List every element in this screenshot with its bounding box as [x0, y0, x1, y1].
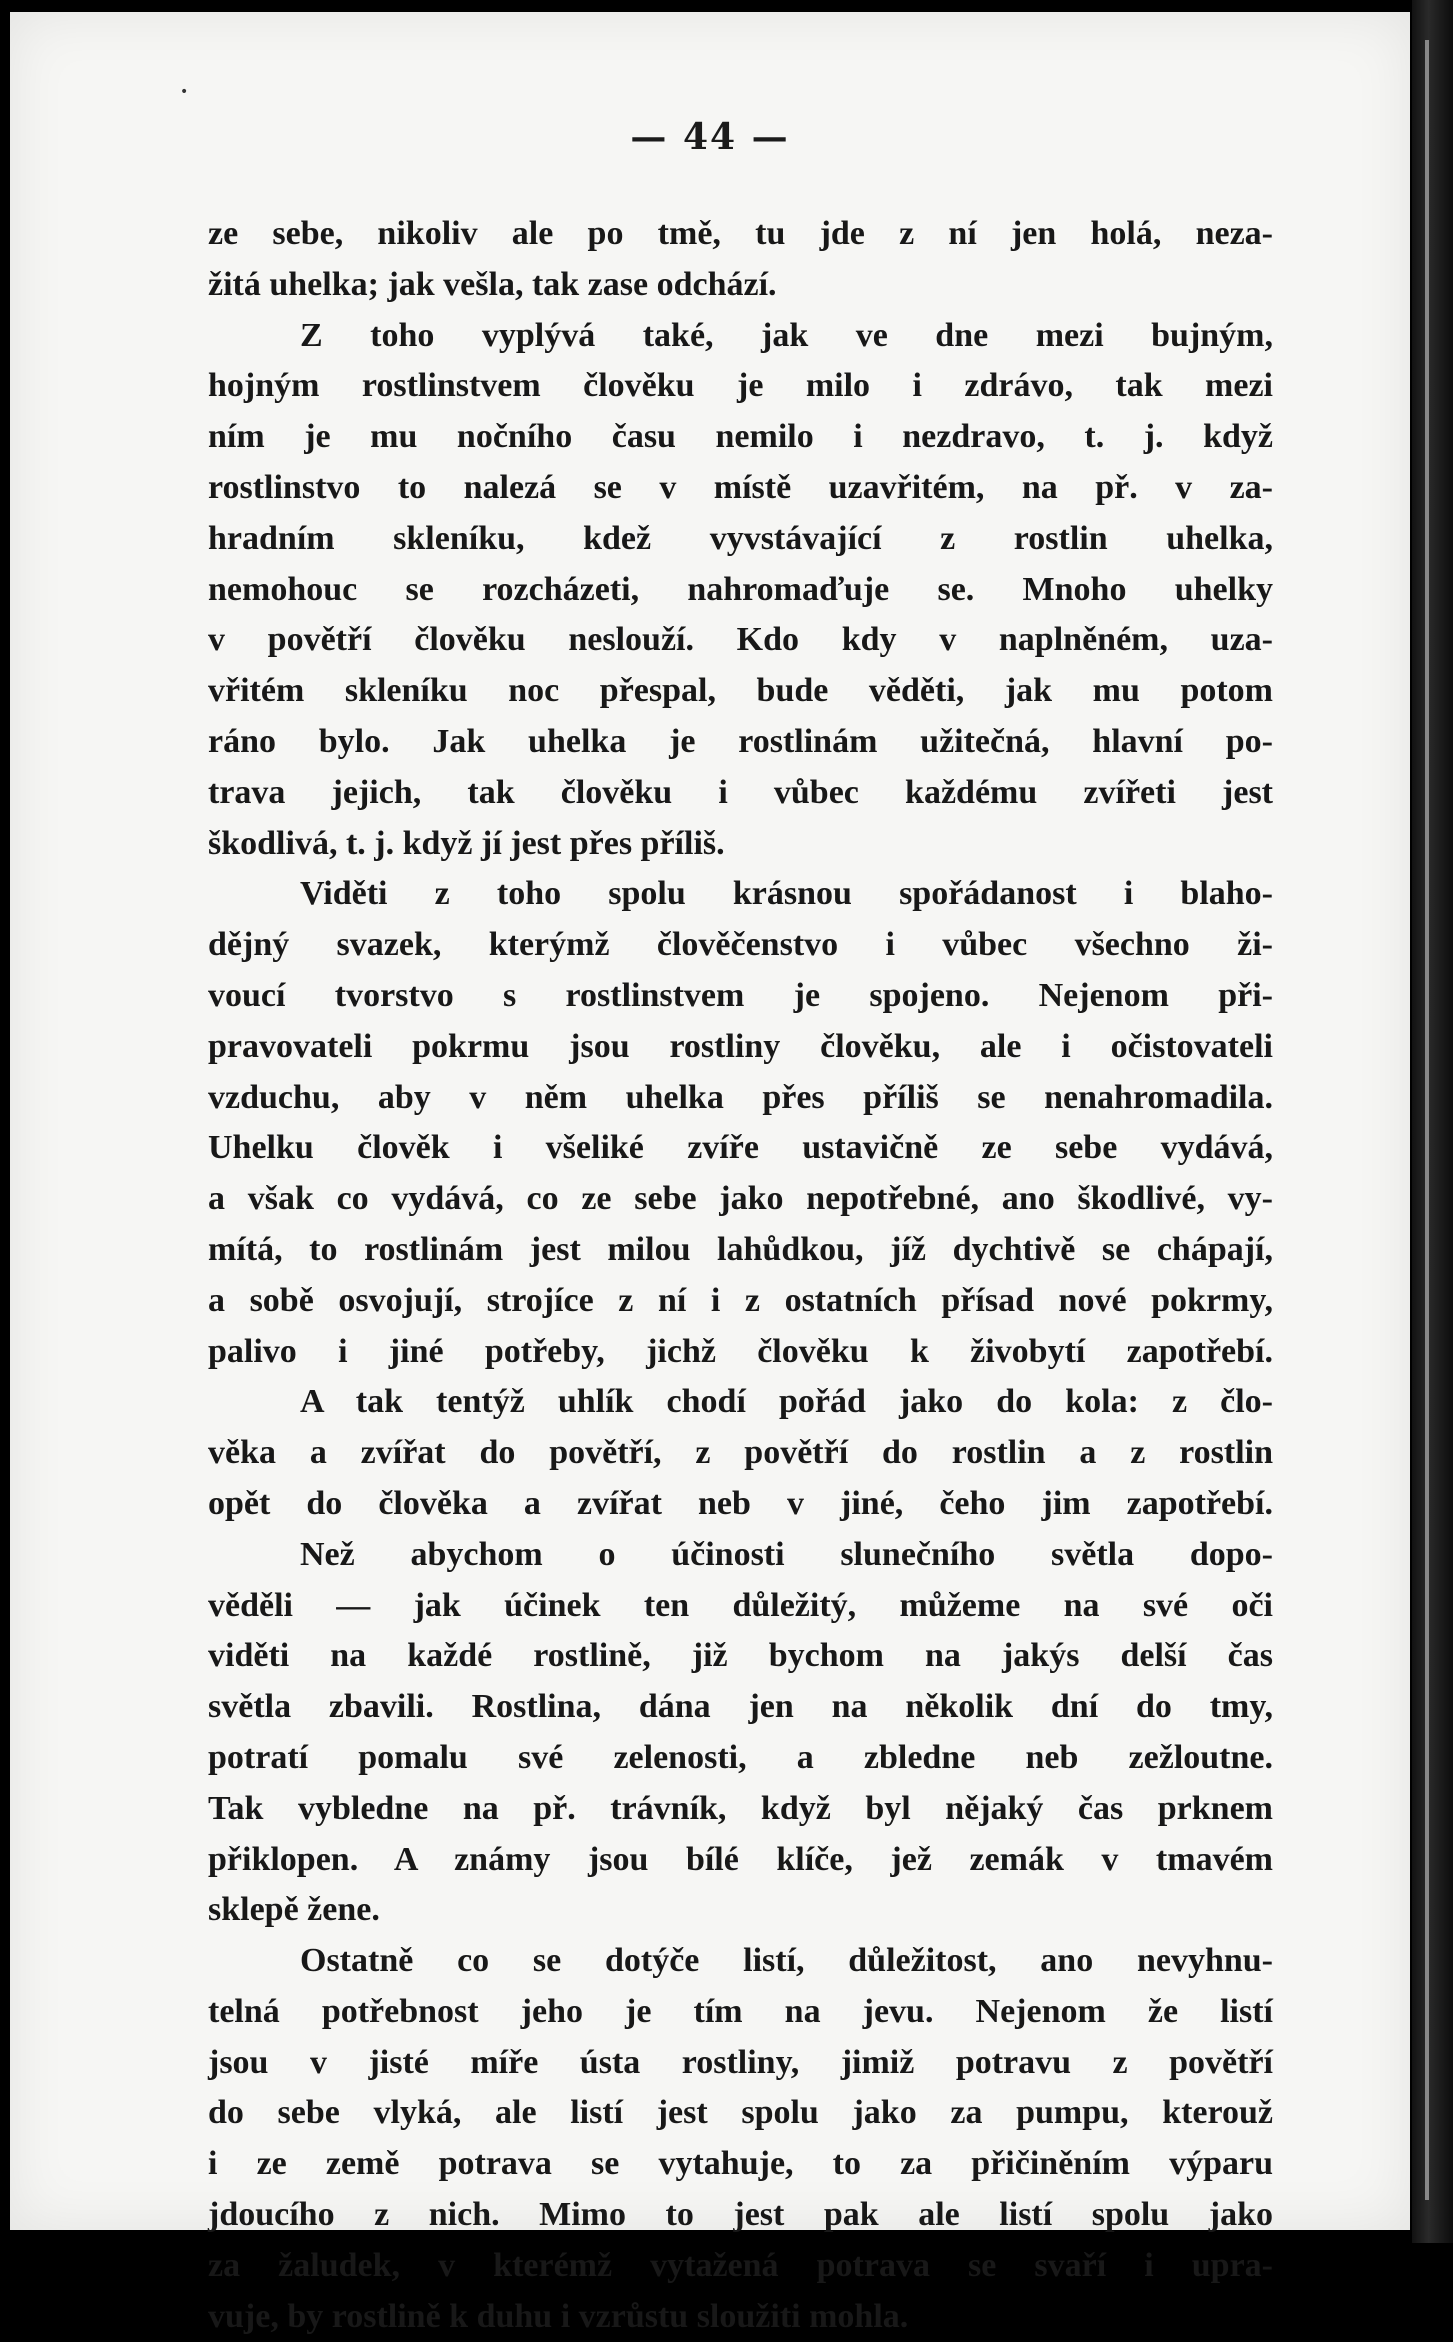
text-line: vřitém skleníku noc přespal, bude věděti, jak mu potom: [208, 672, 1273, 710]
text-line: přiklopen. A známy jsou bílé klíče, jež zemák v tmavém: [208, 1840, 1273, 1878]
text-line: za žaludek, v kterémž vytažená potrava se svaří i upra-: [208, 2246, 1273, 2284]
text-line: Tak vybledne na př. trávník, když byl nějaký čas prknem: [208, 1789, 1273, 1827]
text-line: voucí tvorstvo s rostlinstvem je spojeno. Nejenom při-: [208, 976, 1273, 1014]
book-spine-edge: [1412, 0, 1453, 2243]
text-line: telná potřebnost jeho je tím na jevu. Nejenom že listí: [208, 1992, 1273, 2030]
text-line: a však co vydává, co ze sebe jako nepotřebné, ano škodlivé, vy-: [208, 1180, 1273, 1218]
text-line: dějný svazek, kterýmž člověčenstvo i vůbec všechno ži-: [208, 926, 1273, 964]
text-line: a sobě osvojují, strojíce z ní i z ostatních přísad nové pokrmy,: [208, 1281, 1273, 1319]
text-line: do sebe vlyká, ale listí jest spolu jako za pumpu, kterouž: [208, 2094, 1273, 2132]
text-line: nemohouc se rozcházeti, nahromaďuje se. Mnoho uhelky: [208, 570, 1273, 608]
body-text: [208, 209, 1273, 2342]
text-line: Uhelku člověk i všeliké zvíře ustavičně ze sebe vydává,: [208, 1129, 1273, 1167]
margin-dot: •: [180, 84, 189, 100]
text-line: Ostatně co se dotýče listí, důležitost, ano nevyhnu-: [300, 1942, 1273, 1980]
text-line: hojným rostlinstvem člověku je milo i zdrávo, tak mezi: [208, 367, 1273, 405]
text-line: palivo i jiné potřeby, jichž člověku k živobytí zapotřebí.: [208, 1332, 1273, 1370]
text-line: Viděti z toho spolu krásnou spořádanost i blaho-: [300, 875, 1273, 913]
text-line: rostlinstvo to nalezá se v místě uzavřitém, na př. v za-: [208, 468, 1273, 506]
text-line: ním je mu nočního času nemilo i nezdravo, t. j. když: [208, 418, 1273, 456]
text-line: ráno bylo. Jak uhelka je rostlinám užitečná, hlavní po-: [208, 722, 1273, 760]
text-line: v povětří člověku neslouží. Kdo kdy v naplněném, uza-: [208, 621, 1273, 659]
text-line: žitá uhelka; jak vešla, tak zase odchází.: [208, 265, 777, 303]
text-line: i ze země potrava se vytahuje, to za přičiněním výparu: [208, 2145, 1273, 2183]
text-line: sklepě žene.: [208, 1891, 380, 1929]
page-number: — 44 —: [630, 116, 790, 158]
text-line: světla zbavili. Rostlina, dána jen na několik dní do tmy,: [208, 1688, 1273, 1726]
text-line: Z toho vyplývá také, jak ve dne mezi bujným,: [300, 316, 1273, 354]
text-line: jdoucího z nich. Mimo to jest pak ale listí spolu jako: [208, 2196, 1273, 2234]
text-line: A tak tentýž uhlík chodí pořád jako do kola: z člo-: [300, 1383, 1273, 1421]
text-line: vuje, by rostlině k duhu i vzrůstu sloužiti mohla.: [208, 2297, 909, 2335]
text-line: trava jejich, tak člověku i vůbec každému zvířeti jest: [208, 773, 1273, 811]
text-line: škodlivá, t. j. když jí jest přes příliš.: [208, 824, 725, 862]
text-line: potratí pomalu své zelenosti, a zbledne neb zežloutne.: [208, 1738, 1273, 1776]
text-line: viděti na každé rostlině, již bychom na jakýs delší čas: [208, 1637, 1273, 1675]
text-line: vzduchu, aby v něm uhelka přes příliš se nenahromadila.: [208, 1078, 1273, 1116]
text-line: jsou v jisté míře ústa rostliny, jimiž potravu z povětří: [208, 2043, 1273, 2081]
page-edge-line: [1425, 40, 1429, 2200]
book-page: [10, 12, 1410, 2335]
text-line: pravovateli pokrmu jsou rostliny člověku, ale i očistovateli: [208, 1027, 1273, 1065]
text-line: ze sebe, nikoliv ale po tmě, tu jde z ní jen holá, neza-: [208, 215, 1273, 252]
text-line: Než abychom o účinosti slunečního světla dopo-: [300, 1535, 1273, 1573]
text-line: mítá, to rostlinám jest milou lahůdkou, jíž dychtivě se chápají,: [208, 1230, 1273, 1268]
text-line: hradním skleníku, kdež vyvstávající z rostlin uhelka,: [208, 519, 1273, 557]
text-line: věděli — jak účinek ten důležitý, můžeme na své oči: [208, 1586, 1273, 1624]
text-line: opět do člověka a zvířat neb v jiné, čeho jim zapotřebí.: [208, 1484, 1273, 1522]
text-line: věka a zvířat do povětří, z povětří do rostlin a z rostlin: [208, 1434, 1273, 1472]
